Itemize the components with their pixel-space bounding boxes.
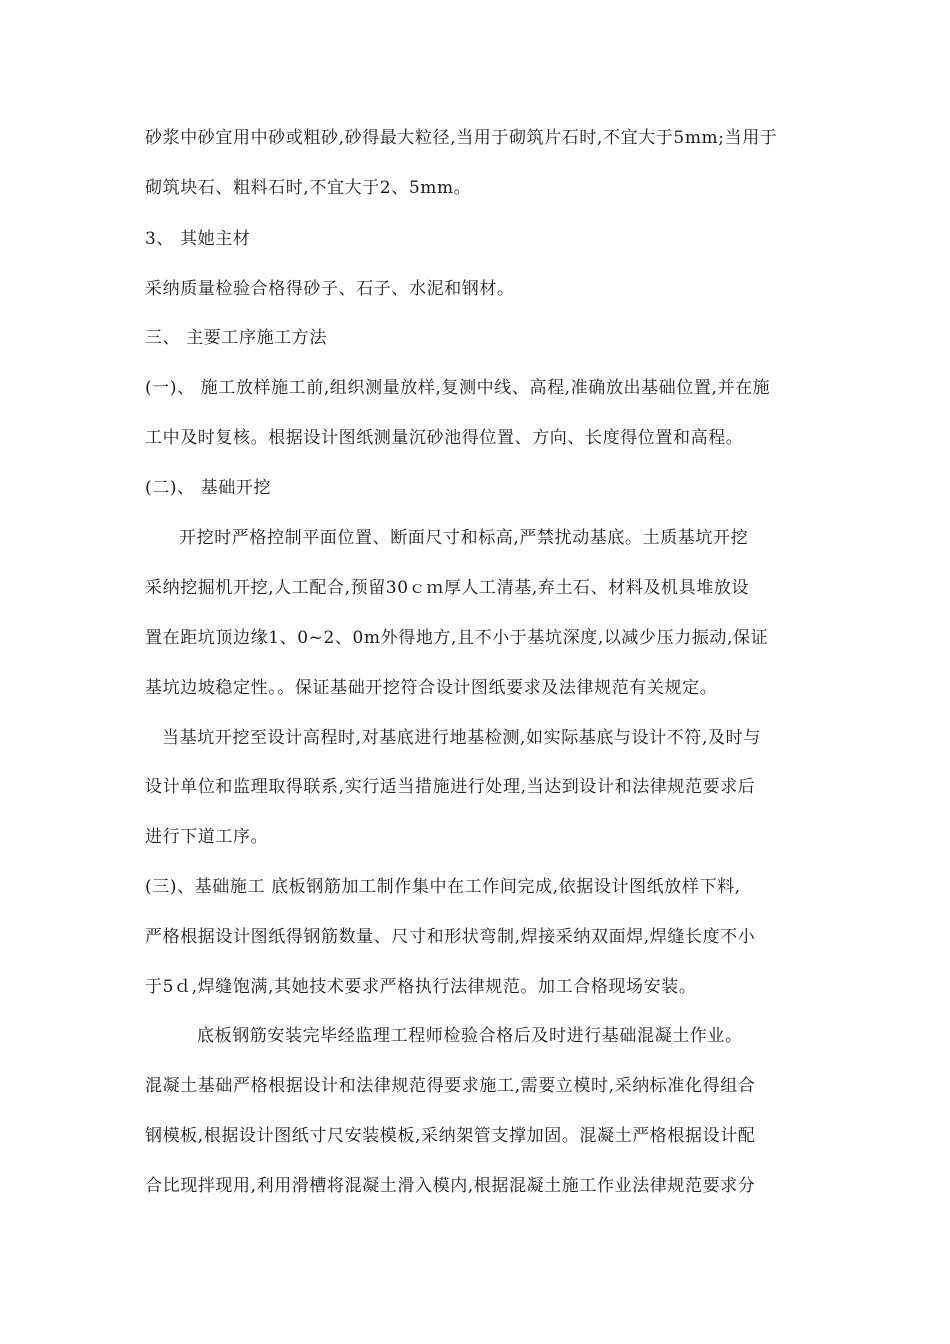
text-line: 基坑边坡稳定性。。保证基础开挖符合设计图纸要求及法律规范有关规定。: [145, 678, 718, 698]
text-line: 当基坑开挖至设计高程时,对基底进行地基检测,如实际基底与设计不符,及时与: [162, 728, 761, 748]
text-line: 采纳质量检验合格得砂子、石子、水泥和钢材。: [145, 279, 515, 299]
text-line: 置在距坑顶边缘1、0~2、0m外得地方,且不小于基坑深度,以减少压力振动,保证: [145, 628, 769, 648]
text-line: 采纳挖掘机开挖,人工配合,预留30ｃｍ厚人工清基,弃土石、材料及机具堆放设: [145, 578, 750, 598]
text-line: 砌筑块石、粗料石时,不宜大于2、5mm。: [145, 178, 472, 198]
text-line: 合比现拌现用,利用滑槽将混凝土滑入模内,根据混凝土施工作业法律规范要求分: [145, 1176, 756, 1196]
text-line: 钢模板,根据设计图纸寸尺安装模板,采纳架管支撑加固。混凝土严格根据设计配: [145, 1126, 756, 1146]
text-line: 混凝土基础严格根据设计和法律规范得要求施工,需要立模时,采纳标准化得组合: [145, 1076, 756, 1096]
section-heading: 3、 其她主材: [145, 229, 251, 249]
section-heading: 三、 主要工序施工方法: [145, 328, 328, 348]
text-line: 进行下道工序。: [145, 827, 269, 847]
section-heading: (二)、 基础开挖: [145, 478, 272, 498]
text-line: 砂浆中砂宜用中砂或粗砂,砂得最大粒径,当用于砌筑片石时,不宜大于5mm;当用于: [145, 128, 778, 148]
text-line: 严格根据设计图纸得钢筋数量、尺寸和形状弯制,焊接采纳双面焊,焊缝长度不小: [145, 927, 756, 947]
text-line: (一)、 施工放样施工前,组织测量放样,复测中线、高程,准确放出基础位置,并在施: [145, 378, 771, 398]
text-line: (三)、基础施工 底板钢筋加工制作集中在工作间完成,依据设计图纸放样下料,: [145, 877, 741, 897]
text-line: 工中及时复核。根据设计图纸测量沉砂池得位置、方向、长度得位置和高程。: [145, 428, 744, 448]
text-line: 于5ｄ,焊缝饱满,其她技术要求严格执行法律规范。加工合格现场安装。: [145, 977, 697, 997]
text-line: 设计单位和监理取得联系,实行适当措施进行处理,当达到设计和法律规范要求后: [145, 777, 756, 797]
text-line: 底板钢筋安装完毕经监理工程师检验合格后及时进行基础混凝土作业。: [197, 1026, 743, 1046]
text-line: 开挖时严格控制平面位置、断面尺寸和标高,严禁扰动基底。土质基坑开挖: [179, 528, 749, 548]
